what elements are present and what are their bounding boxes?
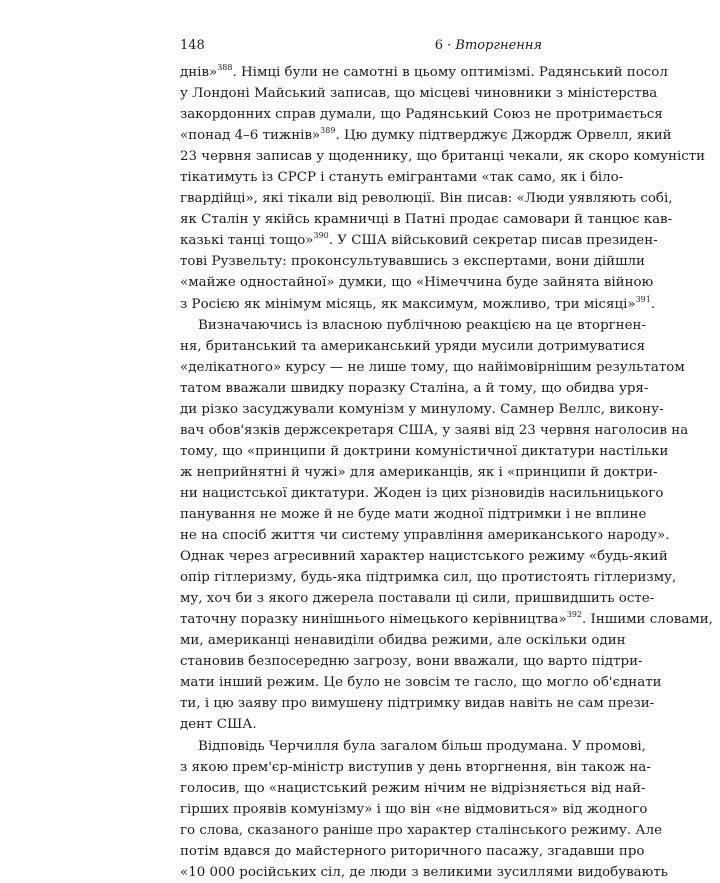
footnote-ref: 390 <box>313 231 329 241</box>
text-line <box>180 525 670 546</box>
text-segment: ж неприйнятні й чужі» для американців, як і «принципи й доктри- <box>180 464 658 480</box>
text-line <box>180 841 645 862</box>
text-line <box>180 104 663 125</box>
text-segment: закордонних справ думали, що Радянський Союз не протримається <box>180 107 663 123</box>
text-segment: Відповідь Черчилля була загалом більш продумана. У промові, <box>198 738 646 754</box>
text-line <box>180 399 664 420</box>
running-header <box>180 38 542 58</box>
text-segment: . Німці були не самотні в цьому оптимізмі. Радянський посол <box>232 65 668 80</box>
footnote-ref: 391 <box>635 294 651 304</box>
chapter-running-title <box>435 38 542 53</box>
text-segment: «понад 4–6 тижнів» <box>180 128 321 144</box>
text-segment: становив безпосередню загрозу, вони вважали, що варто підтри- <box>180 654 643 670</box>
text-line <box>180 736 646 757</box>
text-segment: ти, і цю заяву про вимушену підтримку видав навіть не сам прези- <box>180 696 655 712</box>
text-line <box>180 230 658 251</box>
footnote-ref: 392 <box>566 610 583 620</box>
chapter-separator: · <box>447 38 452 53</box>
text-segment: панування не може й не буде мати жодної підтримки і не вплине <box>180 506 647 522</box>
text-line <box>180 336 646 357</box>
text-line <box>180 609 713 630</box>
text-segment: тікатимуть із СРСР і стануть емігрантами «так само, як і біло- <box>180 170 624 186</box>
text-segment: . У США військовий секретар писав президен- <box>328 233 658 249</box>
text-segment: мати інший режим. Це було не зовсім те гасло, що могло об'єднати <box>180 675 662 691</box>
chapter-number: 6 <box>434 38 443 53</box>
text-line <box>180 820 663 841</box>
text-line <box>180 693 655 714</box>
text-line <box>180 567 677 588</box>
text-segment: ня, британський та американський уряди мусили дотримуватися <box>180 338 646 354</box>
text-line <box>180 83 658 104</box>
text-line <box>180 441 669 462</box>
text-segment: ни нацистської диктатури. Жоден із цих різновидів насильницького <box>180 485 664 501</box>
text-line <box>180 125 672 146</box>
text-segment: опір гітлеризму, будь-яка підтримка сил, що протистоять гітлеризму, <box>180 570 677 586</box>
text-segment: з Росією як мінімум місяць, як максимум, можливо, три місяці» <box>180 296 636 312</box>
text-line <box>180 378 649 399</box>
text-segment: тові Рузвельту: проконсультувавшись з експертами, вони дійшли <box>180 254 645 270</box>
text-line <box>180 188 673 209</box>
text-line <box>180 546 668 567</box>
text-segment: «10 000 російських сіл, де люди з великими зусиллями видобувають <box>180 864 668 880</box>
body-text <box>180 62 713 883</box>
text-segment: потім вдався до майстерного риторичного пасажу, згадавши про <box>180 843 645 859</box>
text-segment: . Цю думку підтверджує Джордж Орвелл, який <box>335 128 672 144</box>
text-segment: . <box>650 296 656 312</box>
text-segment: Однак через агресивний характер нацистського режиму «будь-який <box>180 549 668 565</box>
text-line <box>180 588 655 609</box>
text-line <box>180 862 668 883</box>
text-segment: голосив, що «нацистський режим нічим не відрізняється від най- <box>180 780 646 796</box>
text-segment: таточну поразку нинішнього німецького керівництва» <box>180 612 567 628</box>
text-segment: дент США. <box>180 717 257 733</box>
text-segment: ми, американці ненавиділи обидва режими, але оскільки один <box>180 633 626 649</box>
text-line <box>180 251 645 272</box>
text-line <box>180 483 664 504</box>
text-line <box>180 294 656 315</box>
text-line <box>180 799 648 820</box>
text-line <box>180 714 542 735</box>
text-segment: «делікатного» курсу — не лише тому, що найімовірнішим результатом <box>180 359 685 375</box>
text-segment: з якою прем'єр-міністр виступив у день вторгнення, він також на- <box>180 759 651 775</box>
text-line <box>180 757 651 778</box>
text-segment: гірших проявів комунізму» і що він «не відмовиться» від жодного <box>180 801 648 817</box>
text-segment: вач обов'язків держсекретаря США, у заяві від 23 червня наголосив на <box>180 422 689 438</box>
text-segment: у Лондоні Майський записав, що місцеві чиновники з міністерства <box>180 86 658 102</box>
paragraph <box>180 736 668 883</box>
paragraph <box>180 62 706 315</box>
text-segment: 23 червня записав у щоденнику, що британці чекали, як скоро комуністи <box>180 149 706 165</box>
text-segment: «майже одностайної» думки, що «Німеччина буде зайнята війною <box>180 275 654 291</box>
text-segment: ди різко засуджували комунізм у минулому. Самнер Веллс, викону- <box>180 401 664 417</box>
text-line <box>180 209 673 230</box>
text-line <box>180 672 662 693</box>
chapter-title: Вторгнення <box>455 38 542 53</box>
text-segment: Визначаючись із власною публічною реакцією на це вторгнен- <box>198 317 646 333</box>
text-segment: не на спосіб життя чи систему управління американського народу». <box>180 528 670 544</box>
page-number: 148 <box>180 38 205 53</box>
text-segment: . Іншими словами, <box>582 612 713 628</box>
text-segment: днів» <box>180 65 218 80</box>
text-line <box>180 62 668 83</box>
text-segment: гвардійці», які тікали від революції. Він писав: «Люди уявляють собі, <box>180 191 673 207</box>
text-line <box>180 315 646 336</box>
text-line <box>180 504 647 525</box>
text-line <box>180 420 689 441</box>
footnote-ref: 388 <box>217 63 233 72</box>
text-segment: тому, що «принципи й доктрини комуністичної диктатури настільки <box>180 443 669 459</box>
text-line <box>180 778 646 799</box>
text-line <box>180 146 706 167</box>
footnote-ref: 389 <box>320 126 336 136</box>
text-segment: татом вважали швидку поразку Сталіна, а й тому, що обидва уря- <box>180 380 649 396</box>
text-line <box>180 630 626 651</box>
paragraph <box>180 315 713 736</box>
text-line <box>180 272 654 293</box>
text-segment: як Сталін у якійсь крамничці в Патні продає самовари й танцює кав- <box>180 212 673 228</box>
text-segment: му, хоч би з якого джерела поставали ці сили, пришвидшить осте- <box>180 591 655 607</box>
text-line <box>180 462 658 483</box>
text-segment: го слова, сказаного раніше про характер сталінського режиму. Але <box>180 822 663 838</box>
text-line <box>180 167 624 188</box>
text-line <box>180 357 685 378</box>
text-line <box>180 651 643 672</box>
text-segment: казькі танці тощо» <box>180 233 314 249</box>
